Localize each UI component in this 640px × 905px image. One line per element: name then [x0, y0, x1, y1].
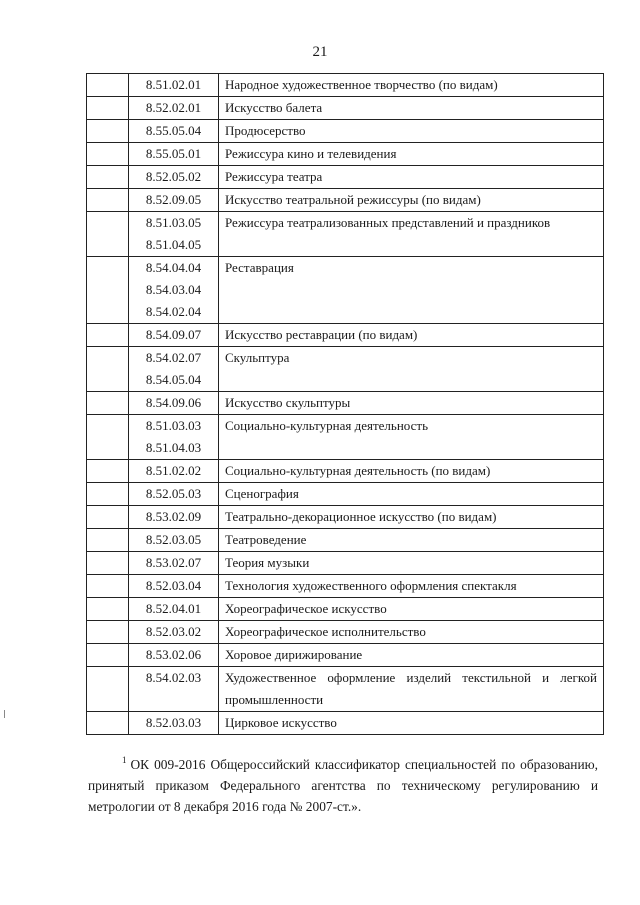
footnote-line: метрологии от 8 декабря 2016 года № 2007-ст.».	[88, 799, 362, 814]
empty-cell	[87, 415, 129, 460]
code-cell	[129, 529, 219, 552]
code-cell	[129, 392, 219, 415]
code-cell	[129, 598, 219, 621]
name-cell	[219, 712, 604, 735]
name-cell	[219, 552, 604, 575]
code-cell	[129, 575, 219, 598]
specialty-code: 8.54.02.03	[145, 670, 202, 685]
table-row	[87, 506, 604, 529]
code-cell	[129, 143, 219, 166]
specialty-code: 8.52.03.02	[145, 624, 202, 639]
specialty-code: 8.55.05.04	[145, 123, 202, 138]
empty-cell	[87, 120, 129, 143]
table-row	[87, 460, 604, 483]
code-cell	[129, 166, 219, 189]
specialty-code: 8.52.04.01	[145, 601, 202, 616]
table-row	[87, 257, 604, 324]
specialty-code: 8.54.02.07	[145, 350, 202, 365]
specialty-name: Режиссура кино и телевидения	[225, 146, 397, 161]
name-cell	[219, 621, 604, 644]
table-row	[87, 483, 604, 506]
specialty-name: Режиссура театра	[225, 169, 323, 184]
table-row	[87, 166, 604, 189]
specialty-name: Искусство реставрации (по видам)	[225, 327, 418, 342]
specialty-name-line: Художественное оформление изделий текстильной и легкой	[225, 670, 597, 685]
code-cell	[129, 483, 219, 506]
name-cell	[219, 212, 604, 257]
page-number: 21	[312, 44, 328, 60]
table-row	[87, 143, 604, 166]
name-cell	[219, 347, 604, 392]
name-cell	[219, 506, 604, 529]
name-cell	[219, 189, 604, 212]
table-row	[87, 212, 604, 257]
name-cell	[219, 575, 604, 598]
specialty-code: 8.52.05.02	[145, 169, 202, 184]
specialty-code: 8.52.03.04	[145, 578, 202, 593]
name-cell	[219, 97, 604, 120]
specialty-code: 8.51.02.02	[145, 463, 202, 478]
specialty-name-line: промышленности	[225, 692, 324, 707]
code-cell	[129, 460, 219, 483]
table-row	[87, 392, 604, 415]
code-cell	[129, 212, 219, 257]
table-row	[87, 621, 604, 644]
table-row	[87, 97, 604, 120]
specialty-code: 8.51.02.01	[145, 77, 202, 92]
specialties-table	[86, 73, 604, 735]
empty-cell	[87, 598, 129, 621]
empty-cell	[87, 483, 129, 506]
code-cell	[129, 415, 219, 460]
empty-cell	[87, 392, 129, 415]
code-cell	[129, 644, 219, 667]
table-row	[87, 552, 604, 575]
name-cell	[219, 460, 604, 483]
code-cell	[129, 621, 219, 644]
specialty-code: 8.52.09.05	[145, 192, 202, 207]
specialty-name: Скульптура	[225, 350, 290, 365]
specialty-code: 8.54.05.04	[145, 372, 202, 387]
empty-cell	[87, 347, 129, 392]
code-cell	[129, 189, 219, 212]
empty-cell	[87, 460, 129, 483]
specialty-code: 8.54.09.06	[145, 395, 202, 410]
empty-cell	[87, 189, 129, 212]
empty-cell	[87, 575, 129, 598]
specialty-code: 8.52.03.05	[145, 532, 202, 547]
footnote-line-text: ОК 009-2016 Общероссийский классификатор специальностей по образованию,	[130, 757, 598, 772]
table-row	[87, 415, 604, 460]
code-cell	[129, 120, 219, 143]
name-cell	[219, 324, 604, 347]
specialty-code: 8.52.03.03	[145, 715, 202, 730]
empty-cell	[87, 74, 129, 97]
specialty-code: 8.54.09.07	[145, 327, 202, 342]
table-row	[87, 575, 604, 598]
footnote-marker: 1	[122, 755, 127, 765]
specialty-name: Хореографическое исполнительство	[225, 624, 426, 639]
specialty-name: Цирковое искусство	[225, 715, 337, 730]
code-cell	[129, 97, 219, 120]
specialty-name: Народное художественное творчество (по видам)	[225, 77, 498, 92]
empty-cell	[87, 712, 129, 735]
specialty-code: 8.54.03.04	[145, 282, 202, 297]
code-cell	[129, 74, 219, 97]
specialty-name: Сценография	[225, 486, 299, 501]
specialty-code: 8.53.02.06	[145, 647, 202, 662]
table-body	[87, 74, 604, 735]
name-cell	[219, 74, 604, 97]
specialty-code: 8.53.02.09	[145, 509, 202, 524]
name-cell	[219, 644, 604, 667]
code-cell	[129, 712, 219, 735]
name-cell	[219, 120, 604, 143]
specialty-code: 8.51.03.03	[145, 418, 202, 433]
empty-cell	[87, 667, 129, 712]
specialty-code: 8.53.02.07	[145, 555, 202, 570]
code-cell	[129, 257, 219, 324]
name-cell	[219, 598, 604, 621]
empty-cell	[87, 324, 129, 347]
name-cell	[219, 415, 604, 460]
name-cell	[219, 529, 604, 552]
specialty-name: Театрально-декорационное искусство (по видам)	[225, 509, 497, 524]
table-row	[87, 189, 604, 212]
empty-cell	[87, 166, 129, 189]
empty-cell	[87, 143, 129, 166]
code-cell	[129, 347, 219, 392]
specialty-code: 8.52.02.01	[145, 100, 202, 115]
specialty-code: 8.51.03.05	[145, 215, 202, 230]
name-cell	[219, 257, 604, 324]
specialty-name: Социально-культурная деятельность (по видам)	[225, 463, 491, 478]
specialty-code: 8.55.05.01	[145, 146, 202, 161]
empty-cell	[87, 97, 129, 120]
code-cell	[129, 324, 219, 347]
name-cell	[219, 483, 604, 506]
footnote	[88, 750, 598, 817]
specialty-name: Теория музыки	[225, 555, 310, 570]
table-row	[87, 74, 604, 97]
specialty-name: Социально-культурная деятельность	[225, 418, 429, 433]
name-cell	[219, 143, 604, 166]
table-row	[87, 667, 604, 712]
name-cell	[219, 392, 604, 415]
table-row	[87, 644, 604, 667]
specialty-code: 8.54.02.04	[145, 304, 202, 319]
specialty-name: Хореографическое искусство	[225, 601, 387, 616]
specialty-name: Реставрация	[225, 260, 294, 275]
specialty-code: 8.54.04.04	[145, 260, 202, 275]
empty-cell	[87, 506, 129, 529]
table-row	[87, 712, 604, 735]
code-cell	[129, 552, 219, 575]
table-row	[87, 120, 604, 143]
specialty-name: Режиссура театрализованных представлений и праздников	[225, 215, 551, 230]
table-row	[87, 324, 604, 347]
footnote-line: принятый приказом Федерального агентства по техническому регулированию и	[88, 778, 598, 793]
code-cell	[129, 667, 219, 712]
scan-margin-mark	[4, 710, 5, 718]
specialty-code: 8.51.04.03	[145, 440, 202, 455]
specialty-code: 8.52.05.03	[145, 486, 202, 501]
footnote-line	[88, 750, 598, 775]
specialty-name: Продюсерство	[225, 123, 306, 138]
table-row	[87, 529, 604, 552]
empty-cell	[87, 621, 129, 644]
table-row	[87, 598, 604, 621]
empty-cell	[87, 212, 129, 257]
specialty-name: Театроведение	[225, 532, 307, 547]
table-row	[87, 347, 604, 392]
specialty-name: Искусство скульптуры	[225, 395, 351, 410]
specialty-name: Технология художественного оформления спектакля	[225, 578, 517, 593]
specialty-name: Хоровое дирижирование	[225, 647, 363, 662]
specialty-name: Искусство балета	[225, 100, 323, 115]
code-cell	[129, 506, 219, 529]
name-cell	[219, 166, 604, 189]
empty-cell	[87, 257, 129, 324]
specialty-name: Искусство театральной режиссуры (по видам)	[225, 192, 481, 207]
empty-cell	[87, 644, 129, 667]
specialty-code: 8.51.04.05	[145, 237, 202, 252]
empty-cell	[87, 529, 129, 552]
empty-cell	[87, 552, 129, 575]
name-cell	[219, 667, 604, 712]
